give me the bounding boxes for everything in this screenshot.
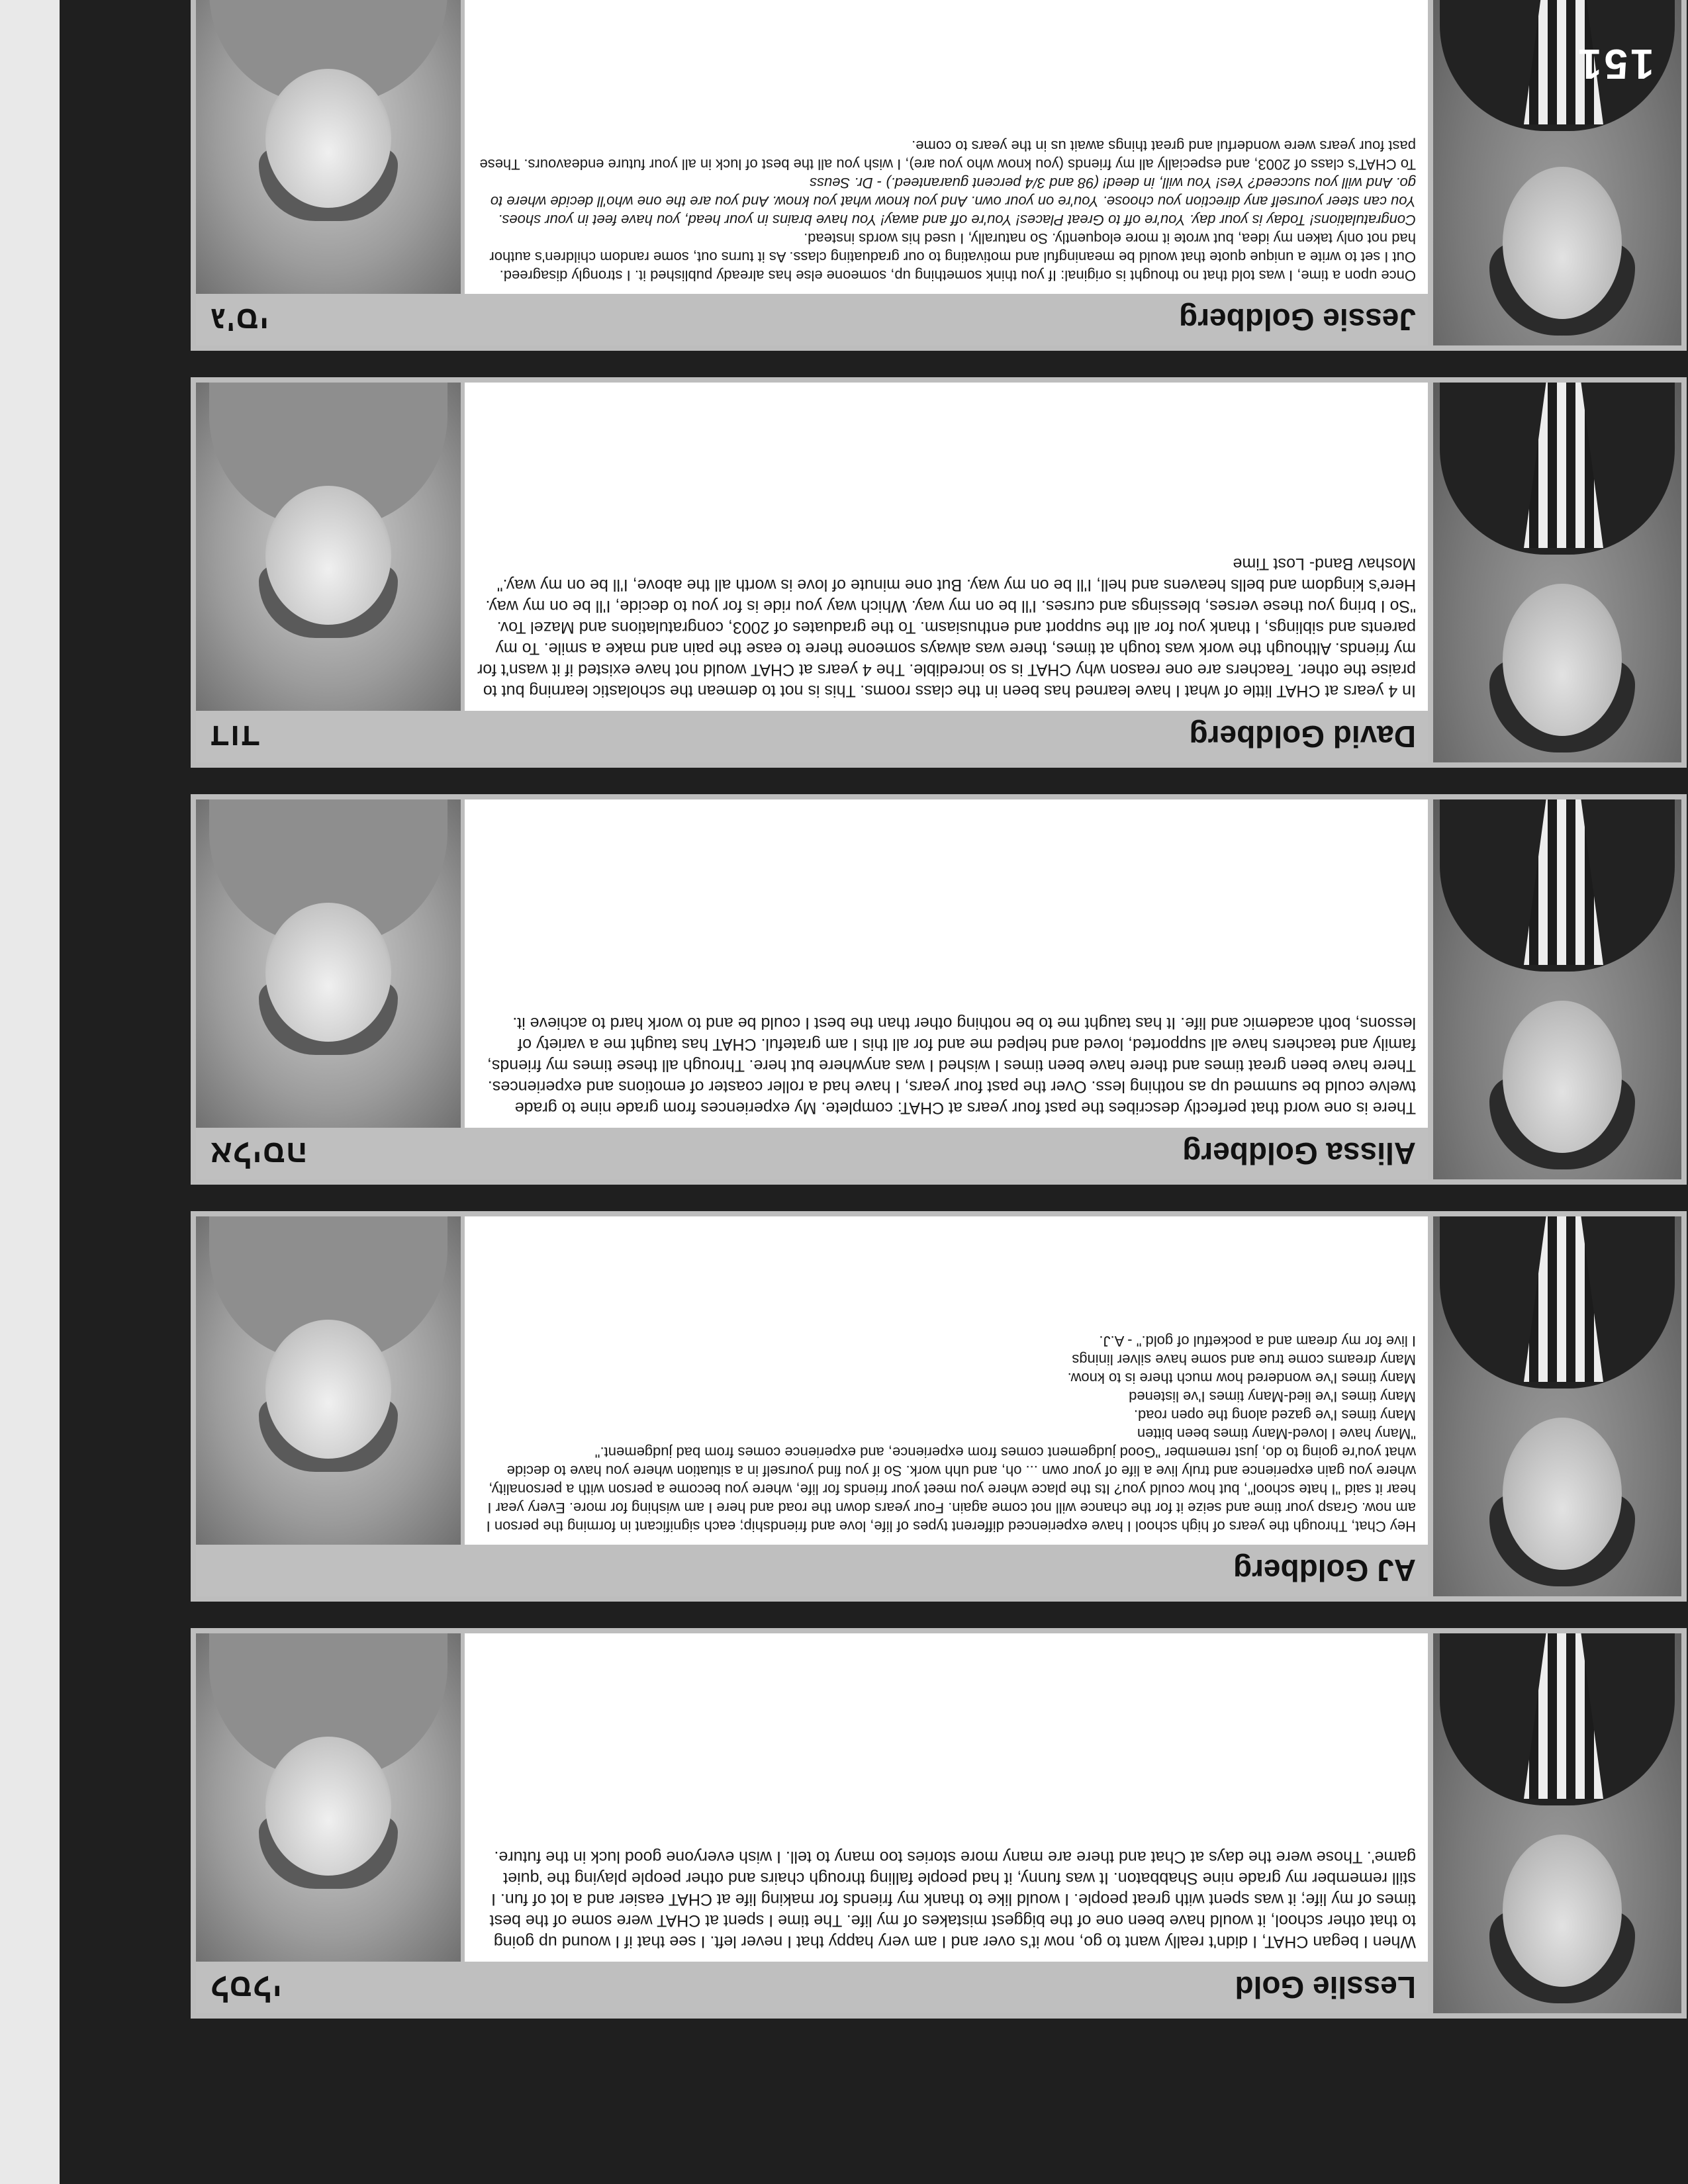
page-number: 151 xyxy=(1575,40,1654,88)
graduate-entry-jessie-goldberg xyxy=(191,0,1687,351)
hebrew-name: אליסה xyxy=(209,1136,308,1171)
hebrew-name: דוד xyxy=(209,719,260,754)
poem-line: I live for my dream and a pocketful of gold." - A.J. xyxy=(1099,1333,1416,1349)
hebrew-name: לסלי xyxy=(209,1970,282,2005)
graduate-entry-lesslie-gold xyxy=(191,1628,1687,2019)
childhood-photo xyxy=(196,0,465,294)
graduate-message xyxy=(465,1216,1428,1545)
graduate-message: There is one word that perfectly describes the past four years at CHAT: complete. My experiences from grade nine to grade twelve could be summed up as nothing less. Over the past four years, I have had a roller coaster of emotions and experiences. There have been great times and there have been times I wished I was anywhere but here. Through all these times my friends, family and teachers have all supported, loved and helped me and for all this I am grateful. CHAT has taught me a variety of lessons, both academic and life. It has taught me to be nothing other than the best I could be and to work hard to achieve it. xyxy=(487,1014,1416,1117)
poem-line: Many times I've lied-Many times I've listened xyxy=(1129,1388,1416,1405)
graduate-message xyxy=(465,0,1428,294)
entry-content xyxy=(196,1216,1428,1596)
rotated-page-content xyxy=(60,0,1688,2184)
graduate-name: Alissa Goldberg xyxy=(1182,1136,1416,1171)
closing-paragraph: To CHAT's class of 2003, and especially all my friends (you know who you are), I wish you all the best of luck in all your future endeavours. These past four years were wonderful and great things await us in the years to come. xyxy=(479,138,1416,173)
name-bar xyxy=(196,294,1428,345)
poem-line: Many times I've wondered how much there is to know. xyxy=(1067,1370,1416,1387)
graduate-portrait-photo xyxy=(1433,1216,1681,1596)
graduate-entry-david-goldberg xyxy=(191,377,1687,768)
dr-seuss-quote: Congratulations! Today is your day. You're off to Great Places! You're off and away! You have brains in your head, you have feet in your shoes. You can steer yourself any direction you choose. You're on your own. And you know what you know. And you are the one who'll decide where to go. And will you succeed? Yes! You will, in deed! (98 and 3/4 percent guaranteed.) - Dr. Seuss xyxy=(490,175,1416,228)
childhood-photo xyxy=(196,1633,465,1962)
graduate-entry-alissa-goldberg xyxy=(191,794,1687,1185)
poem-line: Many times I've gazed along the open road. xyxy=(1133,1407,1416,1424)
message-paragraph: Hey Chat, Through the years of high school I have experienced different types of life, love and friendship; each significant in forming the person I am now. Grasp your time and seize it for the chance will not come again. Four years down the road and here I am wishing for more. Every year I hear it said "I hate school", but how could you? Its the place where you meet your friends for life, where you become a person with a personality, where you gain experience and truly live a life of your own ... oh, and uhh work. So if you find yourself in a situation where you have to decide what you're going to do, just remember "Good judgement comes from experience, and experience comes from bad judgement." xyxy=(486,1444,1416,1535)
graduate-portrait-photo xyxy=(1433,383,1681,762)
childhood-photo xyxy=(196,799,465,1128)
childhood-photo xyxy=(196,383,465,711)
graduate-portrait-photo xyxy=(1433,1633,1681,2013)
graduate-entry-aj-goldberg xyxy=(191,1211,1687,1602)
hebrew-name: ג'סי xyxy=(209,302,269,338)
entry-content xyxy=(196,1633,1428,2013)
graduate-message: In 4 years at CHAT little of what I have learned has been in the class rooms. This is not to demean the scholastic learning but to praise the other. Teachers are one reason why CHAT is so incredible. The 4 years at CHAT would not have existed if it wasn't for my friends. Although the work was tough at times, there was always someone there to ease the pain and make a smile. To my parents and siblings, I thank you for all the support and enthusiasm. To the graduates of 2003, congratulations and Mazel Tov. "So I bring you these verses, blessings and curses. I'll be on my way. Which way you ride is for you to decide, I'll be on my way. Here's kingdom and bells heavens and hell, I'll be on my way. But one minute of love is worth all the above, I'll be on my way." Moshav Band- Lost Time xyxy=(477,555,1416,700)
name-bar xyxy=(196,1545,1428,1596)
name-bar xyxy=(196,1128,1428,1179)
message-paragraph: Once upon a time, I was told that no thought is original: If you think something up, someone else has already published it. I strongly disagreed. Out I set to write a unique quote that would be meaningful and motivating to our graduating class. As it turns out, some random children's author had not only taken my idea, but wrote it more eloquently. So naturally, I used his words instead. xyxy=(489,230,1416,284)
graduate-name: Jessie Goldberg xyxy=(1179,302,1416,337)
graduate-name: David Goldberg xyxy=(1189,719,1416,754)
name-bar xyxy=(196,711,1428,762)
yearbook-page xyxy=(60,0,1688,2184)
poem-line: "Many have I loved-Many times been bitten xyxy=(1137,1426,1416,1442)
entry-content xyxy=(196,383,1428,762)
entry-content xyxy=(196,799,1428,1179)
graduate-name: Lesslie Gold xyxy=(1235,1970,1416,2005)
graduate-message: When I began CHAT, I didn't really want to go, now it's over and I am very happy that I never left. I see that if I wound up going to that other school, it would have been one of the biggest mistakes of my life. The time I spent at CHAT were some of the best times of my life; it was spent with great people. I would like to thank my friends for making life at CHAT easier and a lot of fun. I still remember my grade nine Shabbaton. It was funny, it had people falling through chairs and other people playing the 'quiet game'. Those were the days at Chat and there are many more stories too many to tell. I wish everyone good luck in the future. xyxy=(489,1848,1416,1951)
name-bar xyxy=(196,1962,1428,2013)
graduate-name: AJ Goldberg xyxy=(1233,1553,1416,1588)
childhood-photo xyxy=(196,1216,465,1545)
entry-content xyxy=(196,0,1428,345)
scan-margin xyxy=(0,0,60,2184)
poem-line: Many dreams come true and some have silver linings xyxy=(1072,1351,1416,1368)
graduate-portrait-photo xyxy=(1433,799,1681,1179)
